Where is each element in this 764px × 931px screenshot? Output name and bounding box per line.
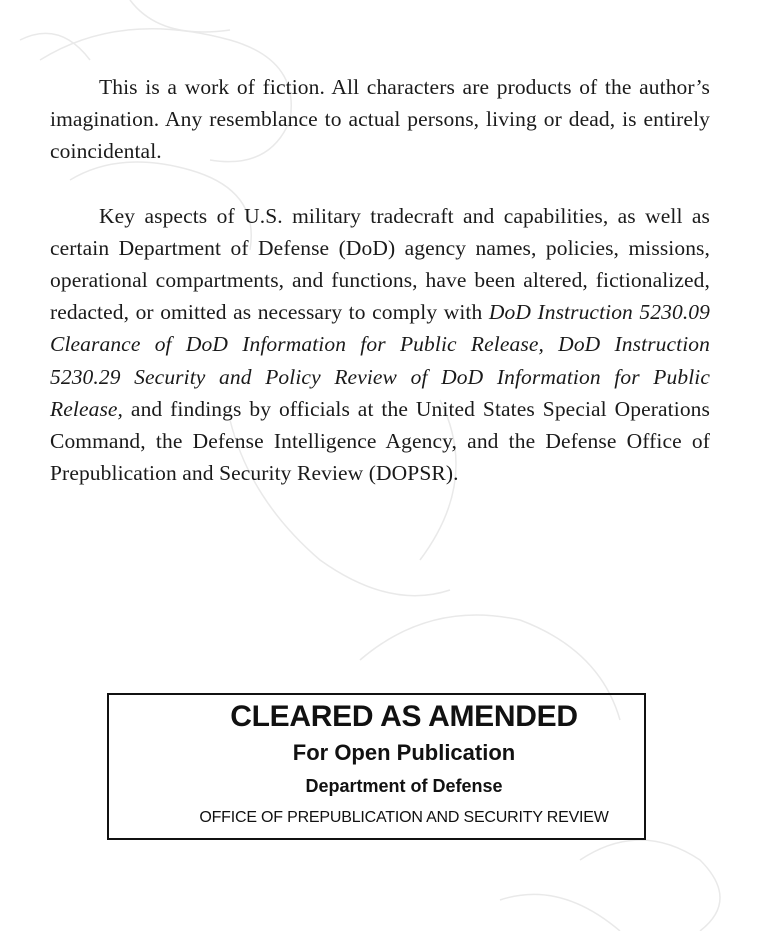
fiction-disclaimer-paragraph: This is a work of fiction. All characters are products of the author’s imagination. Any resemblance to actual persons, living or dead, is entirely coincidental. — [50, 75, 710, 164]
clearance-stamp — [107, 693, 646, 840]
disclaimer-text — [50, 71, 710, 489]
dod-instructions-citation: DoD Instruction 5230.09 Clearance of DoD Information for Public Release, DoD Instruction 5230.29 Security and Policy Review of DoD Information for Public Release, — [50, 300, 710, 421]
stamp-title: CLEARED AS AMENDED — [230, 700, 578, 733]
clearance-disclaimer-paragraph — [50, 200, 710, 490]
stamp-department: Department of Defense — [305, 776, 503, 796]
clearance-text-start: Key aspects of U.S. military tradecraft and capabilities, as well as certain Department of Defense (DoD) agency names, policies, missions, operational compartments, and functions, have been altered, fictionalized, redacted, or omitted as necessary to comply with — [50, 203, 710, 325]
clearance-text-end: and findings by officials at the United States Special Operations Command, the Defense Intelligence Agency, and the Defense Office of Prepublication and Security Review (DOPSR). — [50, 396, 710, 486]
stamp-subtitle: For Open Publication — [292, 740, 516, 765]
stamp-office: OFFICE OF PREPUBLICATION AND SECURITY REVIEW — [199, 809, 609, 826]
